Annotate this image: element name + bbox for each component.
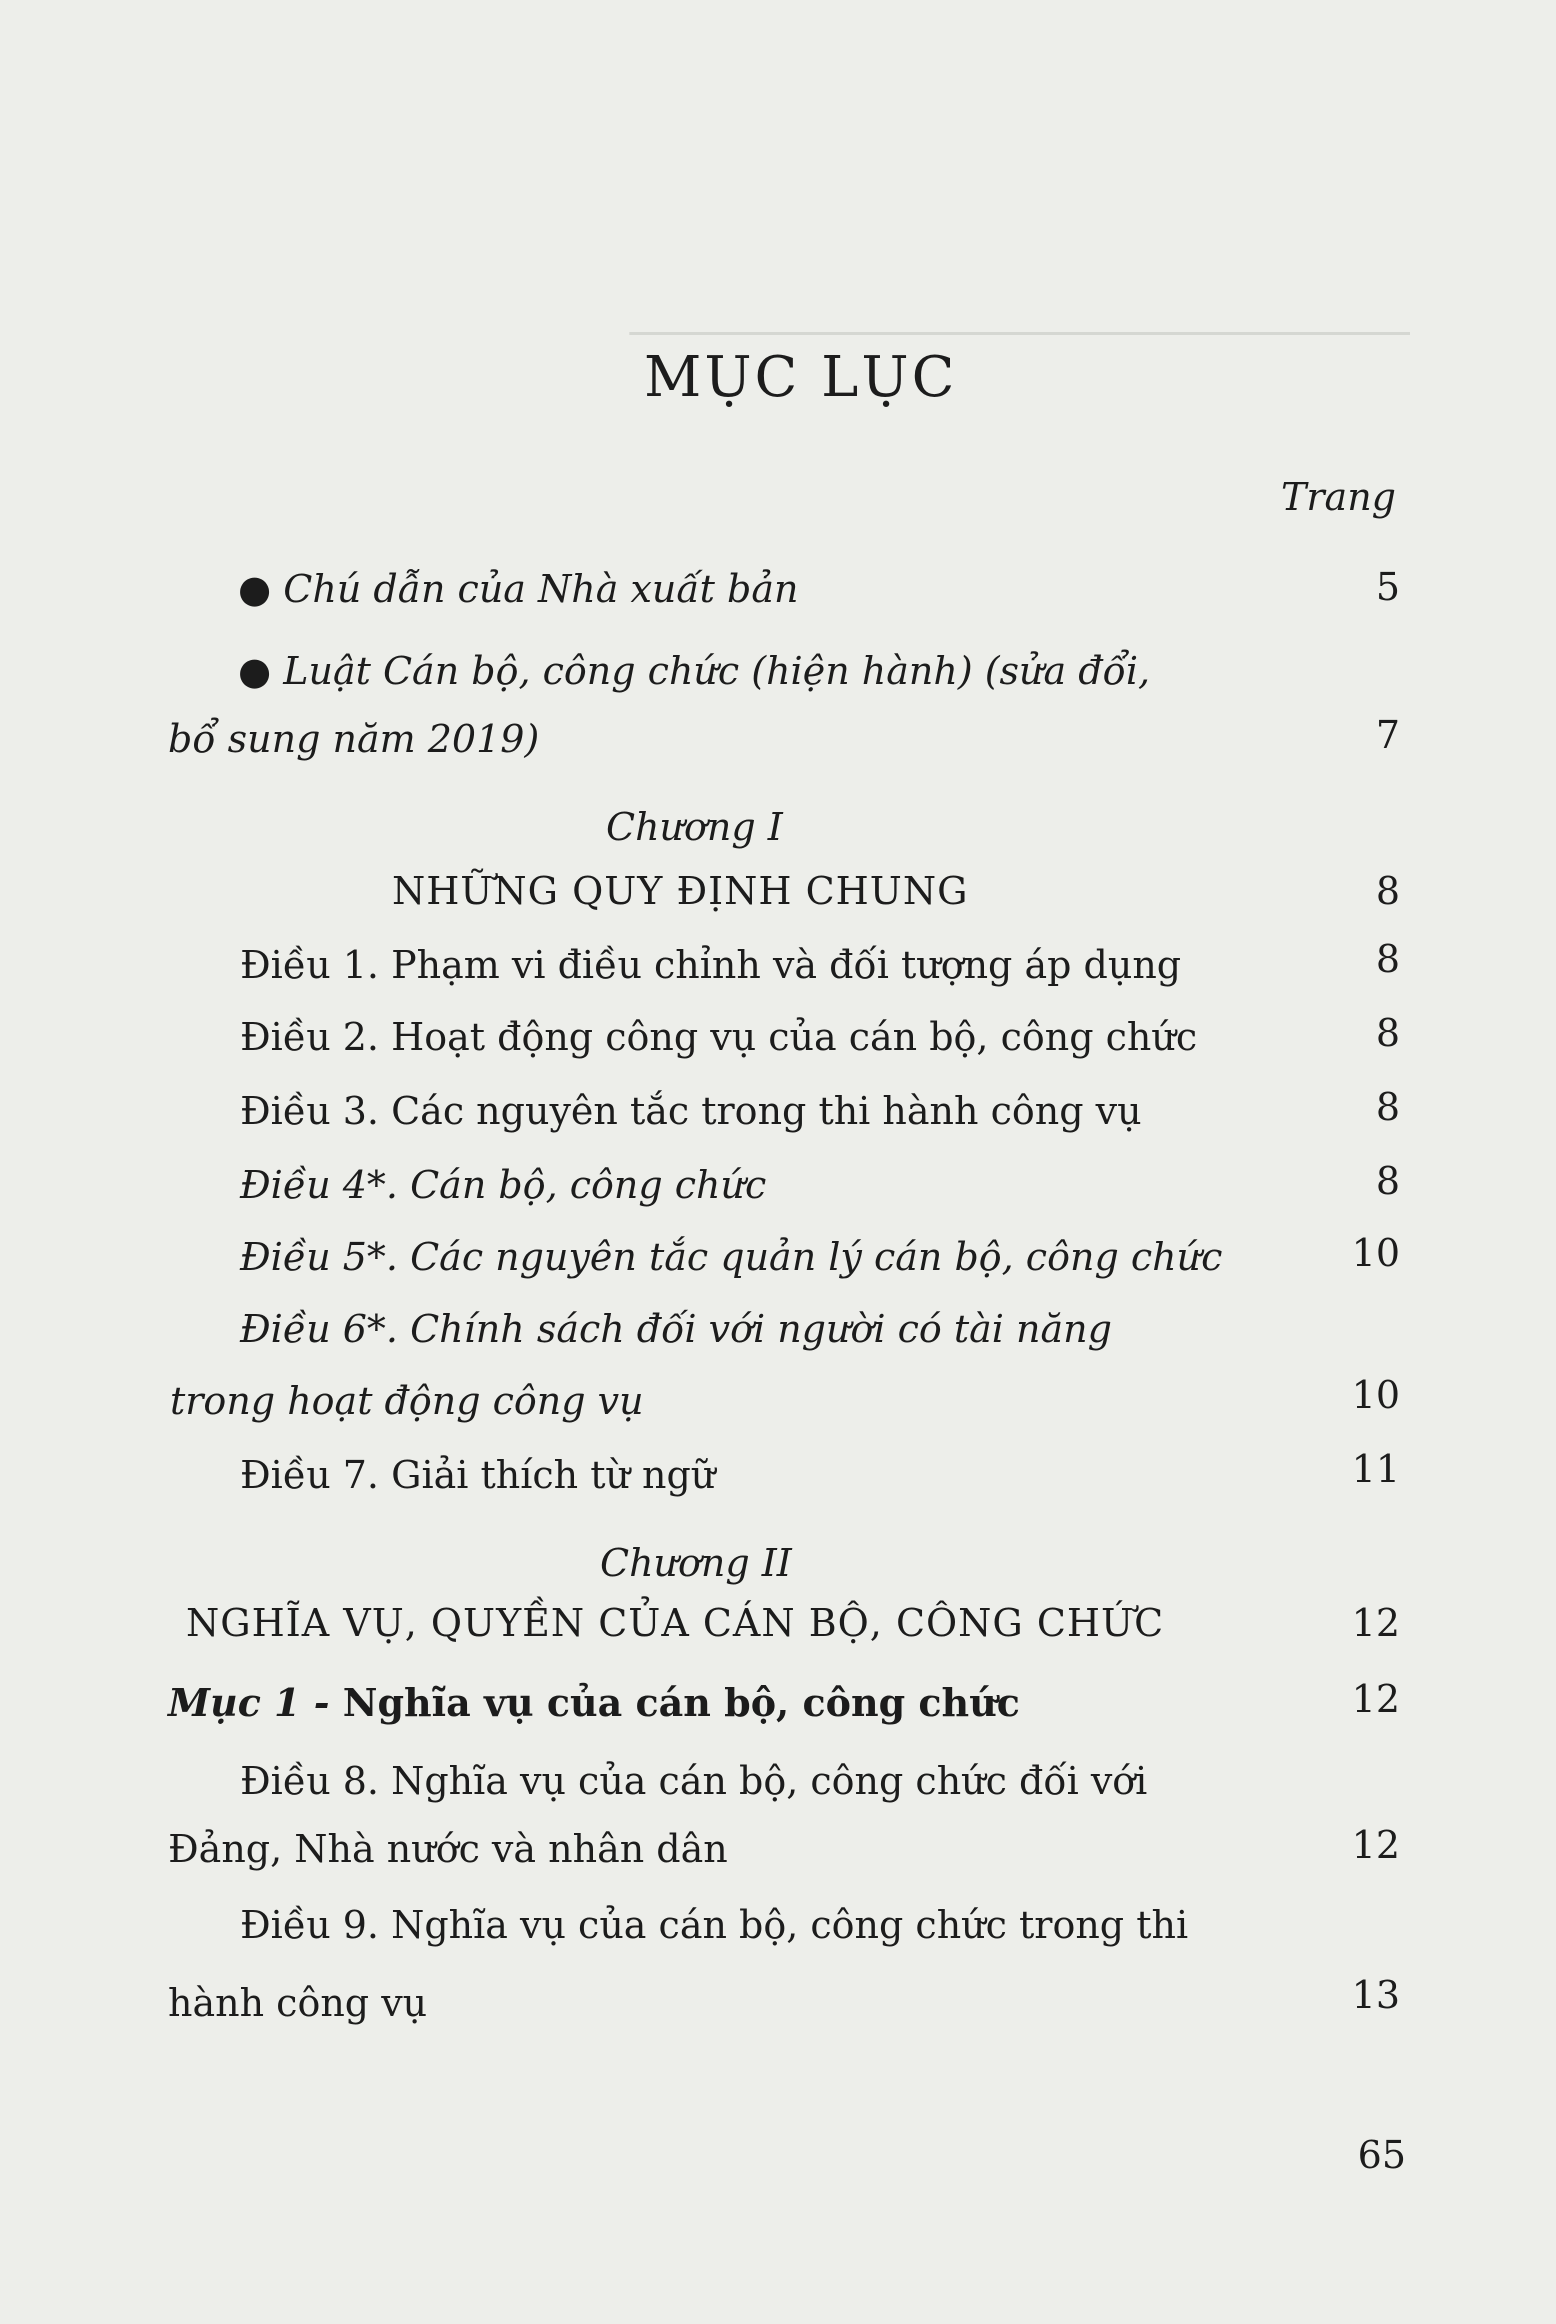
- chapter-title: NGHĨA VỤ, QUYỀN CỦA CÁN BỘ, CÔNG CHỨC: [186, 1601, 1165, 1645]
- article-page: 8: [1375, 1085, 1400, 1129]
- article-page: 8: [1375, 1011, 1400, 1055]
- toc-article: Điều 1. Phạm vi điều chỉnh và đối tượng áp dụng: [240, 943, 1182, 987]
- article-page: 8: [1375, 1159, 1400, 1203]
- toc-article: Điều 9. Nghĩa vụ của cán bộ, công chức trong thi: [240, 1903, 1189, 1947]
- section-page: 12: [1351, 1677, 1400, 1721]
- article-page: 12: [1351, 1823, 1400, 1867]
- toc-article: Điều 3. Các nguyên tắc trong thi hành công vụ: [240, 1089, 1142, 1133]
- article-page: 13: [1351, 1973, 1400, 2017]
- toc-entry-law: [238, 649, 1151, 693]
- page-column-label: Trang: [1281, 475, 1396, 519]
- section-prefix: Mục 1 -: [168, 1680, 343, 1725]
- chapter-title: NHỮNG QUY ĐỊNH CHUNG: [392, 869, 969, 913]
- article-page: 11: [1351, 1447, 1400, 1491]
- toc-article-cont: Đảng, Nhà nước và nhân dân: [168, 1827, 728, 1871]
- section-heading: [168, 1680, 1020, 1725]
- toc-article: Điều 4*. Cán bộ, công chức: [240, 1163, 767, 1207]
- chapter-label: Chương I: [606, 805, 783, 849]
- section-title: Nghĩa vụ của cán bộ, công chức: [342, 1680, 1020, 1725]
- article-page: 10: [1351, 1231, 1400, 1275]
- entry-text: Chú dẫn của Nhà xuất bản: [283, 567, 799, 611]
- toc-article-cont: trong hoạt động công vụ: [170, 1379, 644, 1423]
- bullet-icon: ●: [238, 567, 272, 611]
- entry-page: 5: [1375, 565, 1400, 609]
- entry-text: Luật Cán bộ, công chức (hiện hành) (sửa đổi,: [283, 649, 1151, 693]
- toc-article-cont: hành công vụ: [168, 1981, 428, 2025]
- bullet-icon: ●: [238, 649, 272, 693]
- entry-text-cont: bổ sung năm 2019): [168, 717, 540, 761]
- chapter-page: 12: [1351, 1601, 1400, 1645]
- bleed-through-texture: ────────────────────────────────────: [629, 314, 1410, 355]
- chapter-page: 8: [1375, 869, 1400, 913]
- toc-article: Điều 6*. Chính sách đối với người có tài năng: [240, 1307, 1112, 1351]
- entry-page: 7: [1375, 713, 1400, 757]
- toc-article: Điều 2. Hoạt động công vụ của cán bộ, công chức: [240, 1015, 1198, 1059]
- toc-article: Điều 8. Nghĩa vụ của cán bộ, công chức đối với: [240, 1759, 1148, 1803]
- article-page: 10: [1351, 1373, 1400, 1417]
- page-title: MỤC LỤC: [644, 345, 958, 410]
- page-number: 65: [1357, 2133, 1406, 2177]
- chapter-label: Chương II: [600, 1541, 792, 1585]
- toc-article: Điều 7. Giải thích từ ngữ: [240, 1453, 716, 1497]
- article-page: 8: [1375, 937, 1400, 981]
- toc-entry-foreword: [238, 567, 799, 611]
- toc-article: Điều 5*. Các nguyên tắc quản lý cán bộ, công chức: [240, 1235, 1223, 1279]
